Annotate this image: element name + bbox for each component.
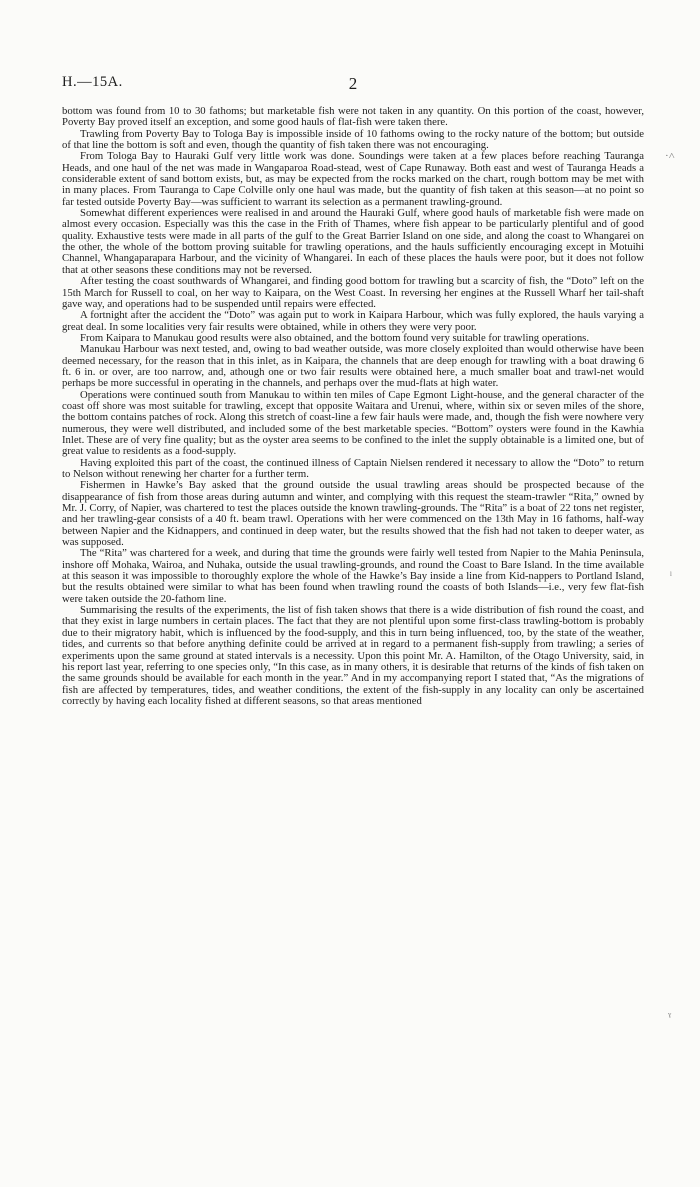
scan-mark: ˠ — [668, 1010, 672, 1022]
paragraph: Summarising the results of the experiments, the list of fish taken shows that there is a wide distribution of fish round the coast, and that they exist in large numbers in certain places. The fact that they are not plentiful upon some first-class trawling-bottom is probably due to their migratory habit, which is influenced by the food-supply, and this in turn being influenced, too, by the state of the weather, tides, and currents so that before anything definite could be arrived at in regard to a permanent fish-supply from trawling; a series of experiments upon the same ground at stated intervals is a necessity. Upon this point Mr. A. Hamilton, of the Otago University, said, in his report last year, referring to one species only, “In this case, as in many others, it is desirable that returns of the kinds of fish taken on the same grounds should be available for each month in the year.” And in my accompanying report I stated that, “As the migrations of fish are affected by temperatures, tides, and weather conditions, the extent of the fish-supply in any locality can only be ascertained correctly by having each locality fished at different seasons, so that areas mentioned — [62, 604, 644, 707]
paragraph: Having exploited this part of the coast, the continued illness of Captain Nielsen rendered it necessary to allow the “Doto” to return to Nelson without renewing her charter for a further term. — [62, 456, 644, 480]
body-text — [62, 106, 644, 707]
page-header — [62, 74, 644, 94]
paragraph: Manukau Harbour was next tested, and, owing to bad weather outside, was more closely exploited than would otherwise have been deemed necessary, for the reason that in this inlet, as in Kaipara, the channels that are deep enough for trawling with a boat drawing 6 ft. 6 in. or over, are too narrow, and, athough one or two fair results were obtained here, a much smaller boat and trawl-net would perhaps be more successful in operating in the channels, and perhaps over the mud-flats at high water. — [62, 343, 644, 390]
paragraph: After testing the coast southwards of Whangarei, and finding good bottom for trawling but a scarcity of fish, the “Doto” left on the 15th March for Russell to coal, on her way to Kaipara, on the West Coast. In reversing her engines at the Russell Wharf her tail-shaft gave way, and operations had to be suspended until repairs were effected. — [62, 275, 644, 310]
scan-mark: ·˄ — [665, 150, 675, 162]
paragraph: Somewhat different experiences were realised in and around the Hauraki Gulf, where good hauls of marketable fish were made on almost every occasion. Especially was this the case in the Frith of Thames, where fish appear to be particularly plentiful and of good quality. Exhaustive tests were made in all parts of the gulf to the Great Barrier Island on one side, and along the coast to Whangarei on the other, the whole of the bottom proving suitable for trawling operations, and the hauls sufficiently encouraging except in Motuihi Channel, Whangaparapara Harbour, and the vicinity of Whangarei. In each of these places the hauls were poor, but it does not follow that at other seasons these conditions may not be reversed. — [62, 207, 644, 276]
paragraph: Trawling from Poverty Bay to Tologa Bay is impossible inside of 10 fathoms owing to the rocky nature of the bottom; but outside of that line the bottom is soft and even, though the quantity of fish taken there was not encouraging. — [62, 127, 644, 152]
paragraph: Fishermen in Hawke’s Bay asked that the ground outside the usual trawling areas should be prospected because of the disappearance of fish from those areas during autumn and winter, and complying with this request the steam-trawler “Rita,” owned by Mr. J. Corry, of Napier, was chartered to test the places outside the known trawling-grounds. The “Rita” is a boat of 22 tons net register, and her trawling-gear consists of a 40 ft. beam trawl. Operations with her were commenced on the 13th May in 16 fathoms, half-way between Napier and the Kidnappers, and continued in deep water, but the results showed that the fish had not taken to deeper water, as was supposed. — [62, 479, 644, 549]
document-code: H.—15A. — [62, 74, 123, 90]
paragraph: From Kaipara to Manukau good results were also obtained, and the bottom found very suitable for trawling operations. — [80, 331, 590, 344]
paragraph: The “Rita” was chartered for a week, and during that time the grounds were fairly well tested from Napier to the Mahia Peninsula, inshore off Mohaka, Wairoa, and Nuhaka, outside the usual trawling-grounds, and round the Coast to Bare Island. In the time available at this season it was impossible to thoroughly explore the whole of the Hawke’s Bay inside a line from Kid-nappers to Portland Island, but the results obtained were similar to what has been found when trawling round the coasts of both Islands—i.e., very few flat-fish were taken outside the 20-fathom line. — [62, 547, 644, 605]
paragraph: bottom was found from 10 to 30 fathoms; but marketable fish were not taken in any quantity. On this portion of the coast, however, Poverty Bay proved itself an exception, and some good hauls of flat-fish were taken there. — [62, 105, 644, 129]
paragraph: Operations were continued south from Manukau to within ten miles of Cape Egmont Light-house, and the general character of the coast off shore was most suitable for trawling, except that opposite Waitara and Urenui, where, within six or seven miles of the shore, the bottom contains patches of rock. Along this stretch of coast-line a few fair hauls were made, and, though the fish were nowhere very numerous, they were well distributed, and included some of the best marketable species. “Bottom” oysters were found in the Kawhia Inlet. These are of very fine quality; but as the oyster area seems to be confined to the inlet the supply obtainable is a limited one, but of great value to residents as a food-supply. — [62, 388, 644, 458]
paragraph: From Tologa Bay to Hauraki Gulf very little work was done. Soundings were taken at a few places before reaching Tauranga Heads, and one haul of the net was made in Wangaparoa Road-stead, west of Cape Runaway. Both east and west of Tauranga Heads a considerable extent of sand bottom exists, but, as may be expected from the rocks marked on the chart, rough bottom may be met with in many places. From Tauranga to Cape Colville only one haul was made, but the quantity of fish taken at this season—at no point so far tested outside Poverty Bay—was sufficient to warrant its selection as a permanent trawling-ground. — [62, 150, 644, 208]
paragraph: A fortnight after the accident the “Doto” was again put to work in Kaipara Harbour, which was fully explored, the hauls varying a great deal. In some localities very fair results were obtained, while in others they were very poor. — [62, 309, 644, 333]
page-number: 2 — [348, 74, 358, 93]
scan-mark: ˡ — [670, 570, 672, 582]
